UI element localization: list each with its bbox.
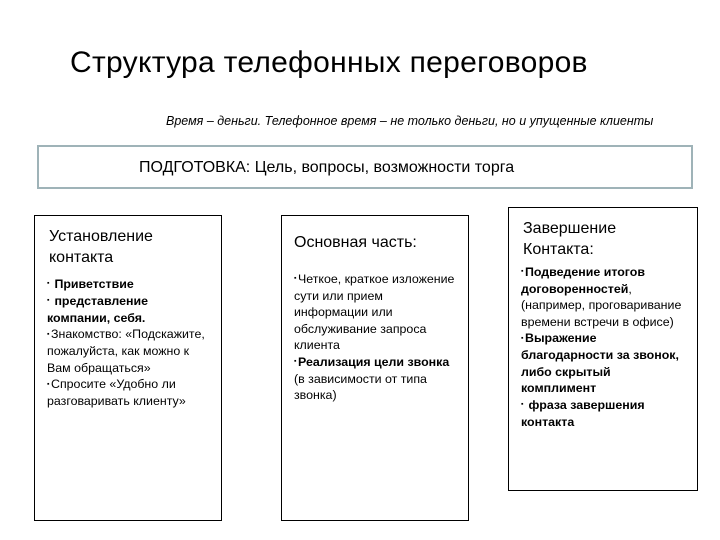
column-contact-establishment xyxy=(34,215,222,521)
list-item: ▪ Четкое, краткое изложение сути или прием информации или обслуживание запроса клиента xyxy=(294,272,455,353)
bullet-icon: ▪ xyxy=(47,297,50,305)
column-contact-completion xyxy=(508,207,698,491)
slide-subtitle: Время – деньги. Телефонное время – не только деньги, но и упущенные клиенты xyxy=(166,114,654,128)
column-heading: Основная часть: xyxy=(294,234,417,251)
column-main-part xyxy=(281,215,469,521)
preparation-text: ПОДГОТОВКА: Цель, вопросы, возможности торга xyxy=(139,159,515,176)
bullet-icon: ▪ xyxy=(294,275,297,283)
list-item: ▪ Подведение итогов договоренностей, (например, проговаривание времени встречи в офисе) xyxy=(521,265,682,329)
list-item: ▪ фраза завершения контакта xyxy=(521,397,645,429)
bullet-icon: ▪ xyxy=(521,401,524,409)
bullet-icon: ▪ xyxy=(47,280,50,288)
list-item: ▪ Выражение благодарности за звонок, либо скрытый комплимент xyxy=(521,331,679,396)
list-item: ▪ Знакомство: «Подскажите, пожалуйста, как можно к Вам обращаться» xyxy=(47,327,205,375)
list-item: ▪ Приветствие xyxy=(47,277,134,291)
bullet-icon: ▪ xyxy=(294,358,297,366)
bullet-icon: ▪ xyxy=(521,334,524,342)
bullet-icon: ▪ xyxy=(521,268,524,276)
preparation-box xyxy=(37,145,693,189)
column-heading: Установление контакта xyxy=(49,228,153,266)
column-heading: Завершение Контакта: xyxy=(523,220,617,258)
list-item: ▪ Реализация цели звонка (в зависимости от типа звонка) xyxy=(294,354,450,403)
bullet-icon: ▪ xyxy=(47,330,50,338)
slide-title: Структура телефонных переговоров xyxy=(70,46,588,79)
list-item: ▪ Спросите «Удобно ли разговаривать клиенту» xyxy=(47,377,186,409)
list-item: ▪ представление компании, себя. xyxy=(47,293,148,325)
bullet-icon: ▪ xyxy=(47,380,50,388)
